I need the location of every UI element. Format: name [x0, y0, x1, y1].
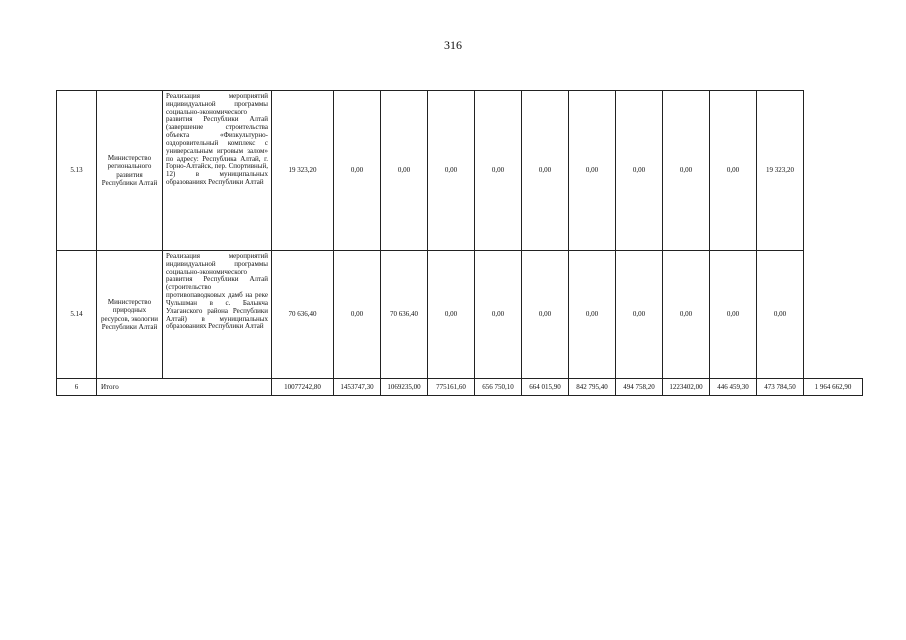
amount-cell: 0,00	[428, 91, 475, 251]
total-amount-cell: 446 459,30	[710, 379, 757, 396]
total-amount-cell: 1069235,00	[381, 379, 428, 396]
total-amount-cell: 664 015,90	[522, 379, 569, 396]
responsible-organization: Министерство регионального развития Республики Алтай	[97, 91, 163, 251]
amount-cell: 0,00	[334, 251, 381, 379]
total-amount-cell: 1 964 662,90	[804, 379, 863, 396]
amount-cell: 0,00	[475, 91, 522, 251]
page-number: 316	[444, 38, 462, 52]
table-row	[57, 91, 863, 251]
amount-cell: 0,00	[616, 251, 663, 379]
total-amount-cell: 494 758,20	[616, 379, 663, 396]
measure-description: Реализация мероприятий индивидуальной программы социально-экономического развития Республики Алтай (строительство противопаводковых дамб на реке Чульшман в с. Балыкча Улаганского района Республики Алтай) в муниципальных образованиях Республики Алтай	[163, 251, 272, 379]
total-amount-cell: 1453747,30	[334, 379, 381, 396]
amount-cell: 70 636,40	[272, 251, 334, 379]
row-number: 5.13	[57, 91, 97, 251]
amount-cell: 0,00	[381, 91, 428, 251]
budget-table	[56, 90, 863, 396]
amount-cell: 0,00	[522, 91, 569, 251]
measure-description: Реализация мероприятий индивидуальной программы социально-экономического развития Республики Алтай (завершение строительства объекта «Физкультурно-оздоровительный комплекс с универсальным игровым залом» по адресу: Республика Алтай, г. Горно-Алтайск, пер. Спортивный, 12) в муниципальных образованиях Республики Алтай	[163, 91, 272, 251]
amount-cell: 0,00	[334, 91, 381, 251]
total-amount-cell: 10077242,80	[272, 379, 334, 396]
amount-cell: 0,00	[569, 91, 616, 251]
amount-cell: 19 323,20	[757, 91, 804, 251]
amount-cell: 0,00	[616, 91, 663, 251]
total-amount-cell: 656 750,10	[475, 379, 522, 396]
table-row	[57, 251, 863, 379]
row-number: 6	[57, 379, 97, 396]
total-row	[57, 379, 863, 396]
amount-cell: 0,00	[522, 251, 569, 379]
amount-cell: 0,00	[569, 251, 616, 379]
amount-cell: 0,00	[428, 251, 475, 379]
total-amount-cell: 1223402,00	[663, 379, 710, 396]
amount-cell: 0,00	[710, 251, 757, 379]
amount-cell: 0,00	[475, 251, 522, 379]
responsible-organization: Министерство природных ресурсов, экологии Республики Алтай	[97, 251, 163, 379]
row-number: 5.14	[57, 251, 97, 379]
total-amount-cell: 842 795,40	[569, 379, 616, 396]
amount-cell: 0,00	[757, 251, 804, 379]
amount-cell: 0,00	[663, 91, 710, 251]
amount-cell: 0,00	[663, 251, 710, 379]
amount-cell: 70 636,40	[381, 251, 428, 379]
amount-cell: 0,00	[710, 91, 757, 251]
total-amount-cell: 473 784,50	[757, 379, 804, 396]
total-amount-cell: 775161,60	[428, 379, 475, 396]
amount-cell: 19 323,20	[272, 91, 334, 251]
total-label: Итого	[97, 379, 272, 396]
